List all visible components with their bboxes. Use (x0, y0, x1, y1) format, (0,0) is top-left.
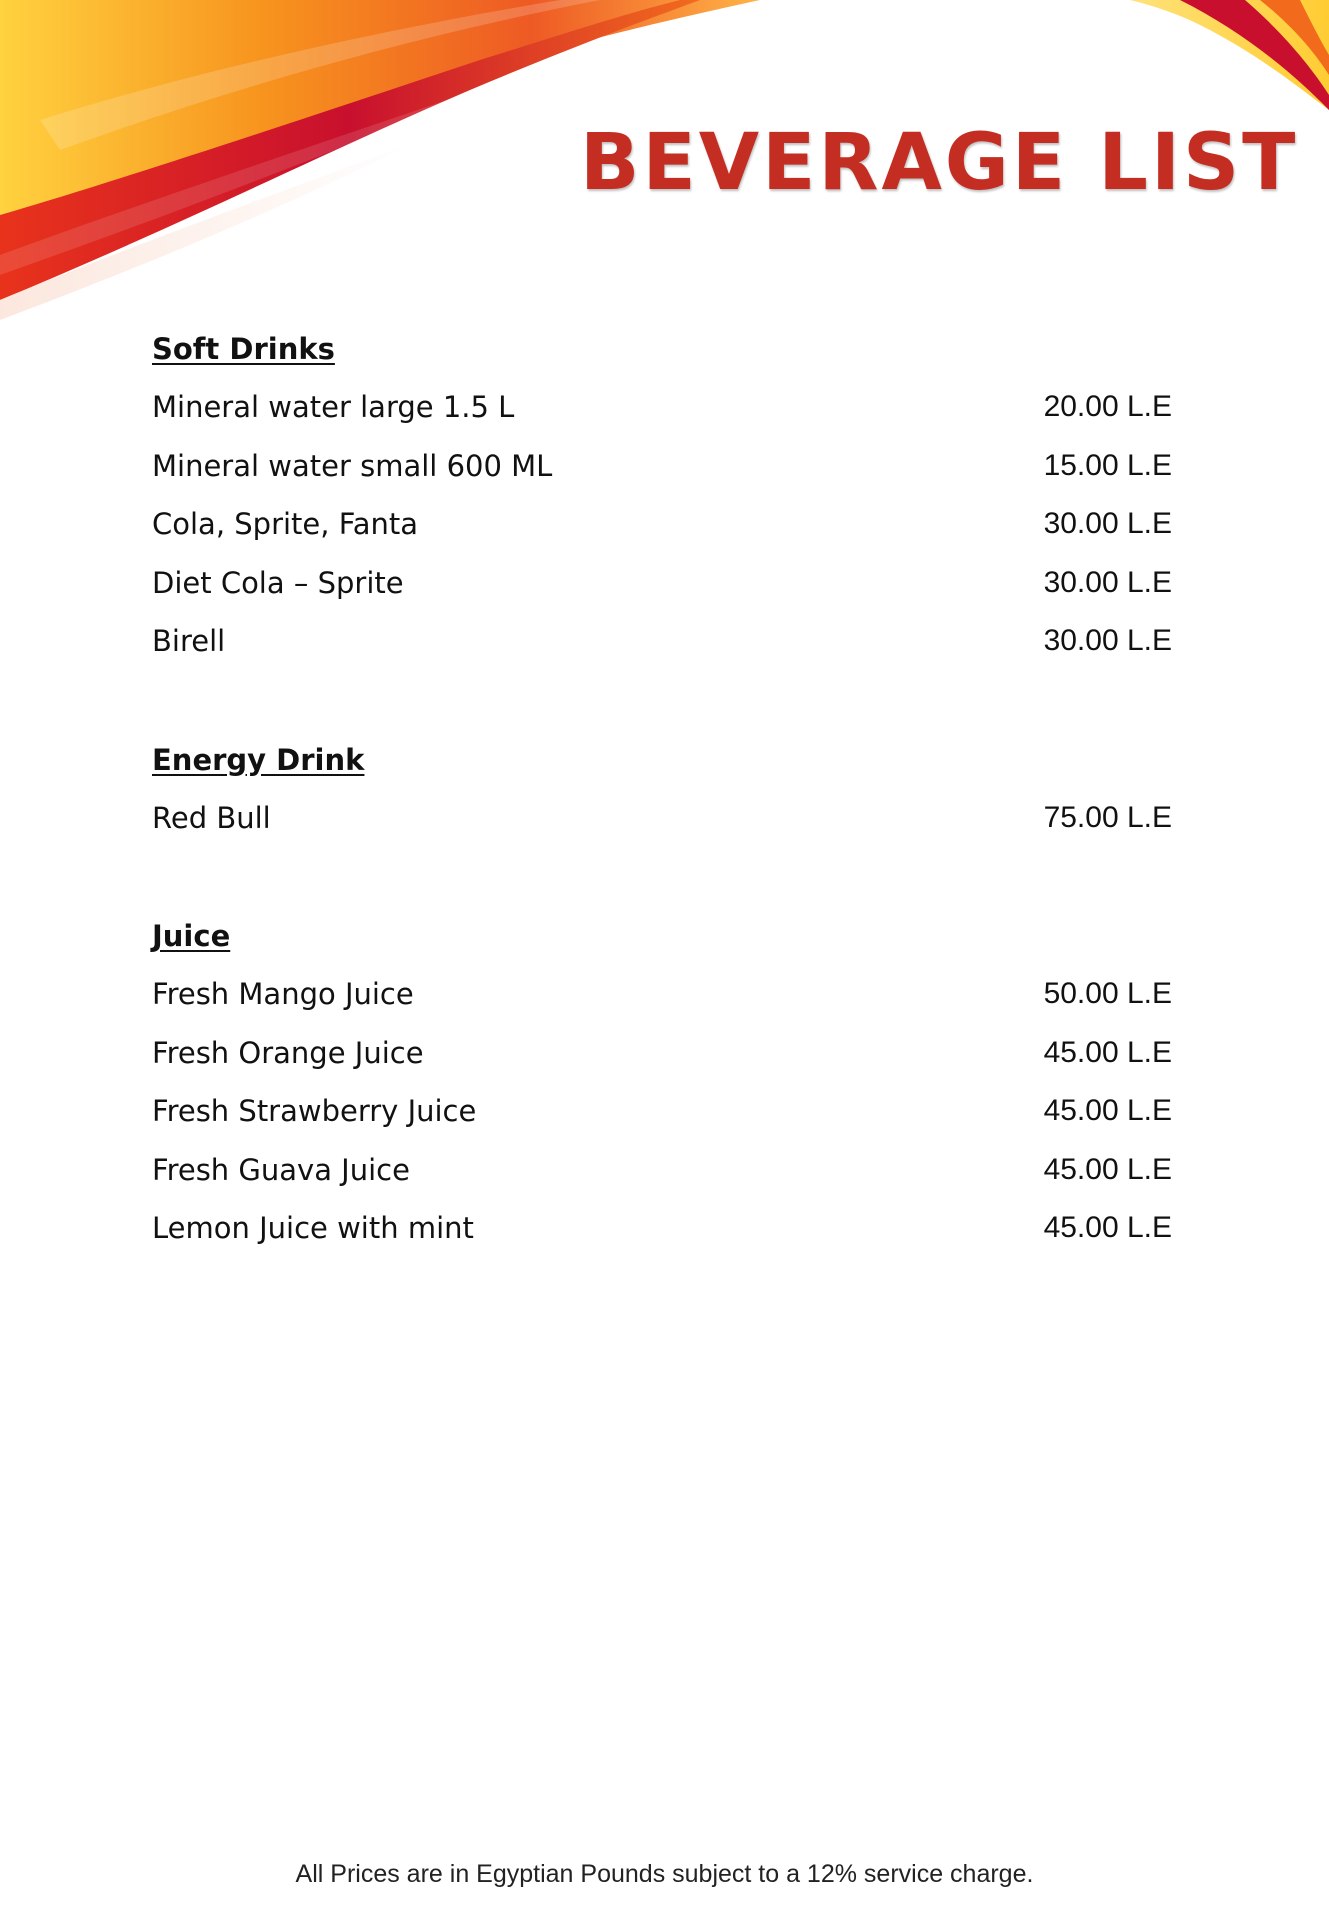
item-price: 15.00 L.E (1043, 448, 1172, 482)
menu-item (152, 554, 1172, 613)
item-price: 30.00 L.E (1043, 507, 1172, 540)
item-name: Mineral water large 1.5 L (152, 390, 515, 424)
menu-item (152, 1024, 1172, 1083)
item-price: 45.00 L.E (1043, 1152, 1172, 1186)
menu-item (152, 965, 1172, 1024)
item-name: Lemon Juice with mint (152, 1211, 474, 1245)
menu-item (152, 495, 1172, 554)
menu-item (152, 789, 1172, 848)
item-name: Fresh Strawberry Juice (152, 1094, 477, 1128)
item-price: 30.00 L.E (1043, 565, 1172, 599)
section-juice (152, 907, 1172, 1258)
item-price: 45.00 L.E (1043, 1035, 1172, 1069)
item-name: Diet Cola – Sprite (152, 565, 404, 600)
menu-item (152, 1141, 1172, 1200)
section-energy-drink (152, 731, 1172, 848)
footer-note: All Prices are in Egyptian Pounds subject to a 12% service charge. (295, 1860, 1034, 1888)
item-name: Mineral water small 600 ML (152, 448, 553, 483)
menu-item (152, 437, 1172, 496)
item-price: 20.00 L.E (1043, 390, 1172, 423)
section-heading: Soft Drinks (152, 332, 335, 366)
page-title: BEVERAGE LIST (580, 118, 1299, 208)
section-soft-drinks (152, 320, 1172, 671)
menu-item (152, 1082, 1172, 1141)
item-name: Fresh Guava Juice (152, 1152, 410, 1187)
item-price: 75.00 L.E (1043, 800, 1172, 834)
item-name: Birell (152, 624, 226, 658)
item-price: 45.00 L.E (1043, 1211, 1172, 1244)
menu-list (152, 320, 1172, 1318)
item-name: Red Bull (152, 800, 271, 835)
section-heading: Energy Drink (152, 742, 365, 777)
menu-item (152, 612, 1172, 671)
menu-item (152, 378, 1172, 437)
menu-item (152, 1199, 1172, 1258)
item-name: Cola, Sprite, Fanta (152, 507, 419, 541)
item-price: 30.00 L.E (1043, 624, 1172, 657)
section-heading: Juice (152, 919, 231, 953)
item-price: 50.00 L.E (1043, 977, 1172, 1010)
item-price: 45.00 L.E (1043, 1094, 1172, 1127)
item-name: Fresh Orange Juice (152, 1035, 424, 1070)
item-name: Fresh Mango Juice (152, 977, 414, 1011)
